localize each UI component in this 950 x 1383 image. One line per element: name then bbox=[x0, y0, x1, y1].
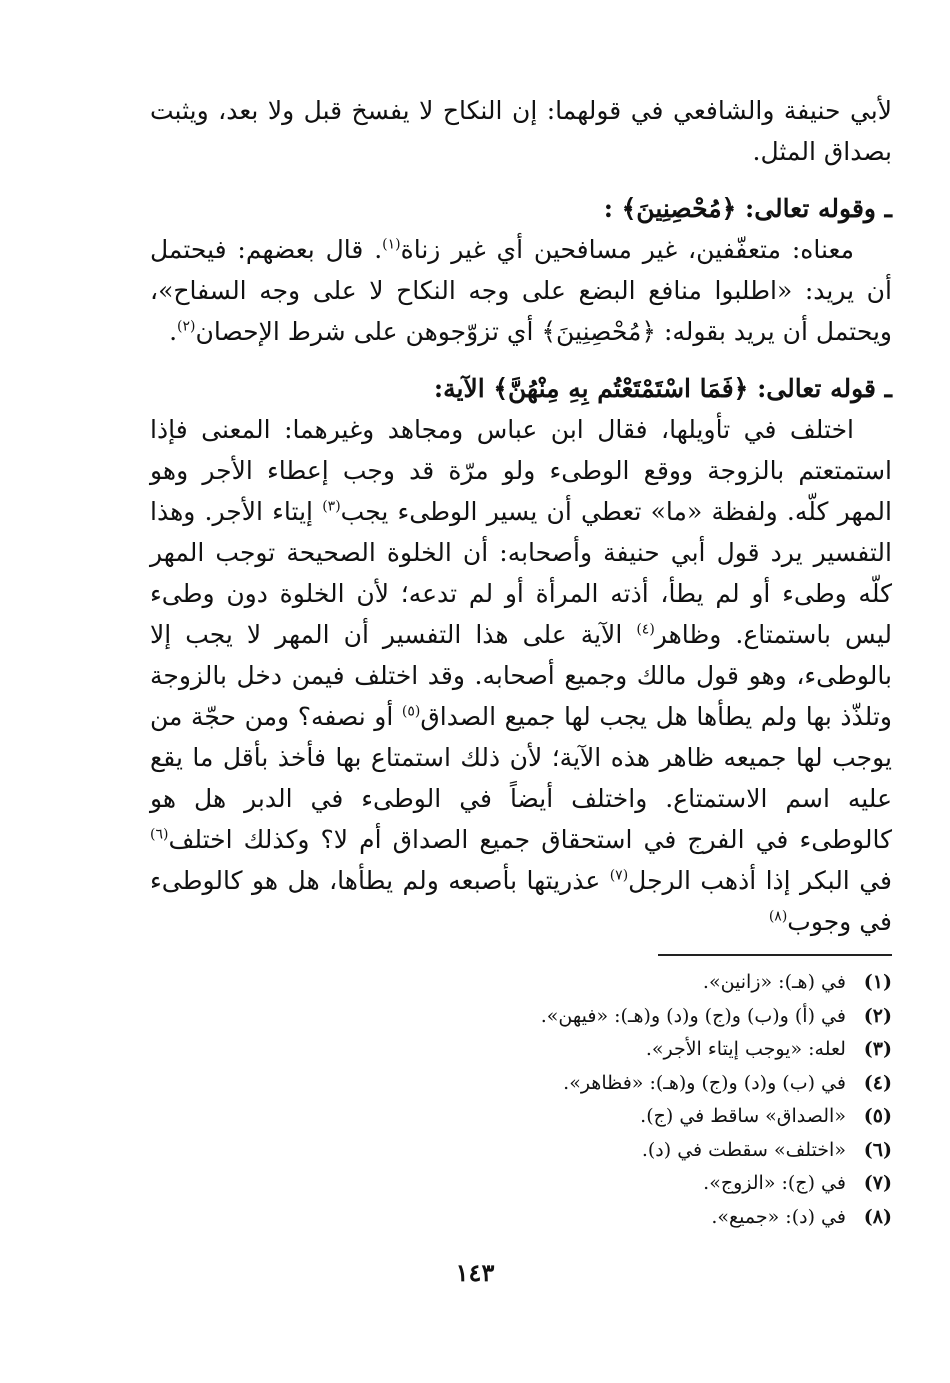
page-number: ١٤٣ bbox=[455, 1258, 495, 1287]
footnote-number: (٣) bbox=[863, 1038, 892, 1060]
footnote-ref: (١) bbox=[382, 236, 401, 253]
text-run: اختلف في تأويلها، فقال ابن عباس ومجاهد وغيرهما: المعنى فإذا استمتعتم بالزوجة ووقع الوطىء ولو مرّة قد وجب إعطاء الأجر وهو المهر كلّه. ولفظة «ما» تعطي أن يسير الوطىء يجب bbox=[150, 415, 892, 526]
quran-verse: ﴿فَمَا اسْتَمْتَعْتُم بِهِ مِنْهُنَّ﴾ bbox=[493, 374, 749, 403]
text-run: إيتاء الأجر. وهذا التفسير يرد قول أبي حنيفة وأصحابه: أن الخلوة الصحيحة توجب المهر كلّه وطىء أو لم يطأ، أذته المرأة أو لم تدعه؛ لأن الخلوة دون وطىء ليس باستمتاع. وظاهر bbox=[150, 497, 892, 649]
heading-prefix: ـ قوله تعالى: bbox=[757, 374, 892, 403]
footnote-item bbox=[400, 1134, 892, 1168]
quran-verse: ﴿مُحْصِنِينَ﴾ bbox=[621, 194, 737, 223]
spacer bbox=[150, 172, 892, 188]
footnote-ref: (٦) bbox=[150, 826, 169, 843]
footnote-text: في (هـ): «زانين». bbox=[702, 971, 846, 993]
text-run: الآية على هذا التفسير أن المهر لا يجب إلا بالوطىء، وهو قول مالك وجميع أصحابه. وقد اختلف فيمن دخل بالزوجة وتلذّذ بها ولم يطأها هل يجب لها جميع الصداق bbox=[150, 620, 892, 731]
footnote-divider bbox=[658, 954, 892, 956]
footnote-ref: (٨) bbox=[768, 908, 788, 925]
footnote-item bbox=[400, 1000, 892, 1034]
footnote-number: (٢) bbox=[863, 1004, 892, 1027]
paragraph-istamtatum bbox=[150, 409, 892, 942]
footnote-text: في (ج): «الزوج». bbox=[703, 1172, 846, 1194]
footnote-number: (٧) bbox=[863, 1172, 892, 1194]
footnote-number: (٤) bbox=[863, 1071, 892, 1094]
section-heading-muhsinin bbox=[150, 188, 892, 229]
paragraph-continuation: لأبي حنيفة والشافعي في قولهما: إن النكاح لا يفسخ قبل ولا بعد، ويثبت بصداق المثل. bbox=[150, 96, 892, 166]
footnote-item bbox=[400, 966, 892, 1000]
paragraph-muhsinin bbox=[150, 229, 892, 352]
footnote-item bbox=[400, 1100, 892, 1134]
footnote-text: لعله: «يوجب إيتاء الأجر». bbox=[645, 1038, 846, 1060]
footnote-number: (١) bbox=[863, 971, 892, 993]
footnote-number: (٨) bbox=[863, 1205, 892, 1228]
footnote-text: «اختلف» سقطت في (د). bbox=[641, 1138, 846, 1161]
heading-prefix: ـ وقوله تعالى: bbox=[744, 194, 892, 223]
spacer bbox=[150, 352, 892, 368]
footnote-item bbox=[400, 1067, 892, 1101]
main-text bbox=[150, 90, 892, 942]
footnotes bbox=[400, 966, 892, 1234]
footnote-item bbox=[400, 1167, 892, 1201]
text-run: أي تزوّجوهن على شرط الإحصان bbox=[195, 317, 534, 346]
footnote-item bbox=[400, 1201, 892, 1235]
heading-suffix: الآية: bbox=[433, 374, 485, 403]
footnote-number: (٥) bbox=[863, 1105, 892, 1127]
footnote-ref: (٤) bbox=[636, 621, 655, 638]
text-run: في البكر إذا أذهب الرجل bbox=[628, 866, 892, 895]
section-heading-istamtatum bbox=[150, 368, 892, 409]
text-run: أو نصفه؟ ومن حجّة من يوجب لها جميعه ظاهر هذه الآية؛ لأن ذلك استمتاع بها فأخذ بأقل ما يقع عليه اسم الاستمتاع. واختلف أيضاً في الوطىء في الدبر هل هو كالوطىء في الفرج في استحقاق جميع الصداق أم لا؟ وكذلك اختلف bbox=[150, 702, 892, 854]
text-run: عذريتها بأصبعه ولم يطأها، هل هو كالوطىء في وجوب bbox=[150, 866, 892, 936]
heading-suffix: : bbox=[603, 194, 613, 223]
footnote-ref: (٢) bbox=[177, 318, 196, 335]
footnote-ref: (٣) bbox=[322, 498, 341, 515]
footnote-item bbox=[400, 1033, 892, 1067]
footnote-text: «الصداق» ساقط في (ج). bbox=[640, 1105, 846, 1127]
text-run: . bbox=[169, 317, 178, 346]
footnote-text: في (ب) و(د) و(ج) و(هـ): «فظاهر». bbox=[563, 1071, 846, 1094]
footnote-ref: (٧) bbox=[609, 867, 629, 884]
text-run: . قال بعضهم: فيحتمل أن يريد: «اطلبوا منافع البضع على وجه النكاح لا على وجه السفاح»، ويحتمل أن يريد بقوله: bbox=[150, 235, 892, 346]
footnote-text: في (د): «جميع». bbox=[711, 1205, 846, 1228]
footnote-number: (٦) bbox=[863, 1138, 892, 1161]
quran-verse: ﴿مُحْصِنِينَ﴾ bbox=[541, 317, 656, 346]
footnote-ref: (٥) bbox=[401, 703, 421, 720]
text-run: معناه: متعفّفين، غير مسافحين أي غير زناة bbox=[400, 235, 854, 264]
footnote-text: في (أ) و(ب) و(ج) و(د) و(هـ): «فيهن». bbox=[540, 1004, 846, 1027]
